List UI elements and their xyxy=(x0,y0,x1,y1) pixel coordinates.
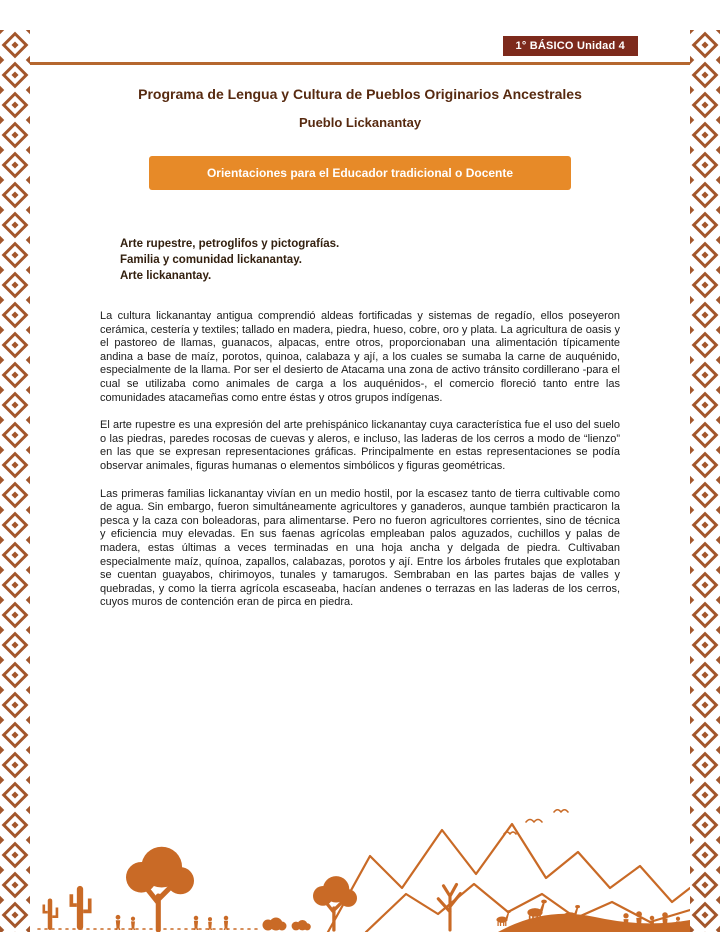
unit-badge: 1° BÁSICO Unidad 4 xyxy=(503,36,638,56)
birds-icon xyxy=(504,810,568,834)
andean-border-pattern-left-icon xyxy=(0,30,30,932)
body-paragraph-1: La cultura lickanantay antigua comprendió aldeas fortificadas y sistemas de regadío, ellos poseyeron cerámica, cestería y textiles; tallado en madera, piedra, hueso, cobre, oro y plata. La agricultura de oasis y el pastoreo de llamas, guanacos, alpacas, entre otros, proporcionaban una alimentación típicamente andina a base de maíz, porotos, quinoa, calabaza y ají, a los cuales se sumaba la carne de auquénido, especialmente de la llama. Por ser el desierto de Atacama una zona de activo tránsito cordillerano -para el cual se utilizaba como animales de carga a los auquénidos-, el comercio floreció tanto entre las comunidades atacameñas como entre éstas y otros grupos indígenas. xyxy=(100,310,620,404)
body-paragraph-2: El arte rupestre es una expresión del arte prehispánico lickanantay cuya característica fue el uso del suelo o las piedras, paredes rocosas de cuevas y aleros, e incluso, las laderas de los cerros a modo de “lienzo” en las que se expresan representaciones gráficas. Principalmente en estas representaciones se podía observar animales, figuras humanas o elementos simbólicos y figuras geométricas. xyxy=(100,419,620,472)
document-content xyxy=(30,80,690,610)
page-subtitle: Pueblo Lickanantay xyxy=(298,115,422,130)
andean-border-pattern-right-icon xyxy=(690,30,720,932)
cacti-icon xyxy=(43,886,92,930)
section-heading-2: Familia y comunidad lickanantay. xyxy=(120,254,302,266)
mountain-ridges xyxy=(328,824,690,932)
andean-landscape-illustration xyxy=(30,784,690,932)
body-paragraph-3: Las primeras familias lickanantay vivían en un medio hostil, por la escasez tanto de tierra cultivable como de agua. Sin embargo, fueron simultáneamente agricultores y ganaderos, aunque también practicaron la pesca y la caza con boleadoras, para alimentarse. Pero no fueron agricultores corrientes, sino de técnica y eficiencia muy elevadas. En sus faenas agrícolas empleaban palos aguzados, cuchillos y palas de madera, estas últimas a veces terminadas en una hoja ancha y delgada de piedra. Cultivaban especialmente maíz, quínoa, zapallos, calabazas, porotos y ají. Entre los árboles frutales que explotaban se cuentan guayabos, chirimoyos, tunales y tamarugos. Sembraban en las partes bajas de valles y quebradas, y como la tierra agrícola escaseaba, hacían andenes o terrazas en las laderas de los cerros, cuyos muros de contención eran de pirca en piedra. xyxy=(100,487,620,609)
educator-orientation-banner: Orientaciones para el Educador tradicional o Docente xyxy=(149,156,571,190)
section-heading-1: Arte rupestre, petroglifos y pictografías. xyxy=(120,238,340,250)
section-heading-3: Arte lickanantay. xyxy=(120,270,212,282)
header-rule xyxy=(30,62,690,65)
banner-row xyxy=(100,156,620,190)
page-title: Programa de Lengua y Cultura de Pueblos Originarios Ancestrales xyxy=(138,86,582,102)
foreground-hill xyxy=(498,914,690,932)
trees-icon xyxy=(126,847,460,931)
section-headings xyxy=(120,236,620,284)
